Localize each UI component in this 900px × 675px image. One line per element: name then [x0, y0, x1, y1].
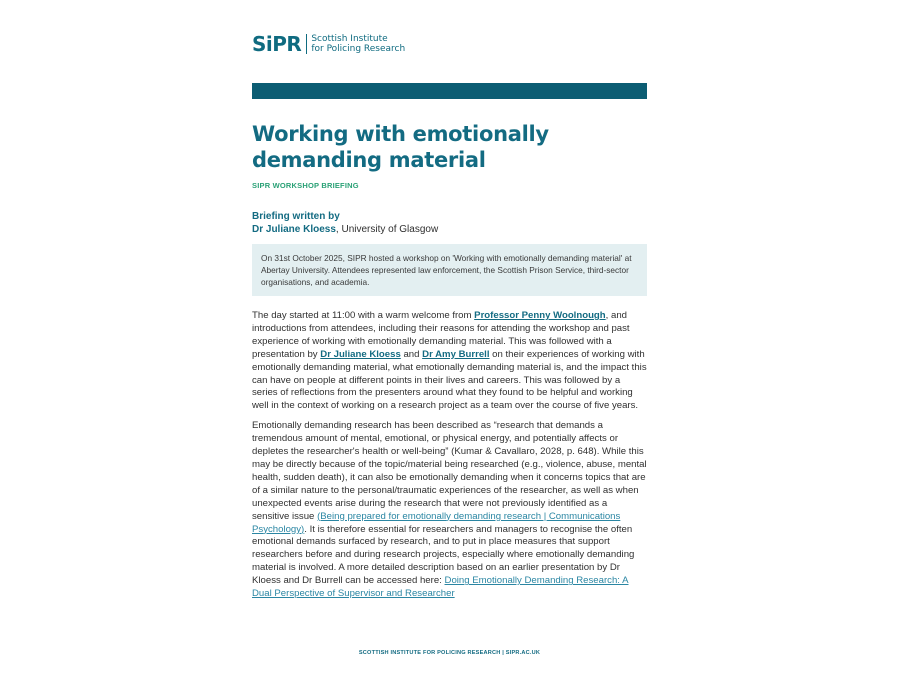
link-penny-woolnough[interactable]: Professor Penny Woolnough — [474, 310, 606, 321]
link-amy-burrell[interactable]: Dr Amy Burrell — [422, 348, 490, 360]
link-dual-perspective-presentation[interactable]: Doing Emotionally Demanding Research: A Dual Perspective of Supervisor and Researcher — [252, 575, 629, 600]
link-being-prepared-article[interactable]: (Being prepared for emotionally demanding research | Communications Psychology) — [252, 510, 621, 535]
document-page — [252, 0, 647, 675]
link-juliane-kloess[interactable]: Dr Juliane Kloess — [320, 348, 401, 360]
briefing-type-label: SIPR WORKSHOP BRIEFING — [252, 181, 359, 190]
paragraph-text: The day started at 11:00 with a warm welcome from — [252, 310, 475, 321]
byline — [252, 210, 438, 236]
logo-divider — [306, 34, 307, 54]
logo-line-1: Scottish Institute — [311, 34, 388, 44]
byline-author: Dr Juliane Kloess — [252, 224, 336, 235]
logo-mark: SiPR — [252, 32, 302, 56]
summary-box: On 31st October 2025, SIPR hosted a workshop on 'Working with emotionally demanding material' at Abertay University. Attendees represented law enforcement, the Scottish Prison Service, third-sector organisations, and academia. — [252, 244, 647, 296]
paragraph — [252, 310, 647, 413]
logo-text — [311, 34, 405, 54]
page-footer: SCOTTISH INSTITUTE FOR POLICING RESEARCH | SIPR.AC.UK — [358, 650, 541, 656]
body-text — [252, 310, 647, 608]
paragraph-text: on their experiences of working with emotionally demanding material, what emotionally demanding material is, and the impact this can have on people at different points in their lives and careers. This was followed by a series of reflections from the presenters around what they found to be helpful and working well in the context of working on a research project as a team over the course of five years. — [252, 348, 647, 412]
paragraph-text: , and introductions from attendees, including their reasons for attending the workshop and past experience of working with emotionally demanding material. This was followed with a presentation by — [252, 310, 630, 360]
page-title: Working with emotionally demanding material — [252, 122, 549, 172]
sipr-logo — [252, 33, 405, 55]
paragraph-text: . It is therefore essential for researchers and managers to recognise the often emotional demands surfaced by research, and to put in place measures that support researchers before and during research projects, especially where emotionally demanding material is involved. A more detailed description based on an earlier presentation by Dr Kloess and Dr Burrell can be accessed here: — [252, 523, 635, 587]
paragraph-text: Emotionally demanding research has been described as “research that demands a tremendous amount of mental, emotional, or physical energy, and potentially affects or depletes the researcher's health or well-being” (Kumar & Cavallaro, 2028, p. 648). While this may be directly because of the topic/material being researched (e.g., violence, abuse, mental health, sudden death), it can also be emotionally demanding when it concerns topics that are of a similar nature to the personal/traumatic experiences of the researcher, as well as when unexpected events arise during the research that were not previously identified as a sensitive issue — [252, 420, 647, 522]
byline-label: Briefing written by — [252, 211, 340, 222]
header-banner — [252, 83, 647, 99]
paragraph — [252, 420, 647, 601]
paragraph-text: and — [400, 348, 423, 360]
byline-affiliation: , University of Glasgow — [335, 224, 439, 235]
logo-line-2: for Policing Research — [311, 44, 406, 54]
